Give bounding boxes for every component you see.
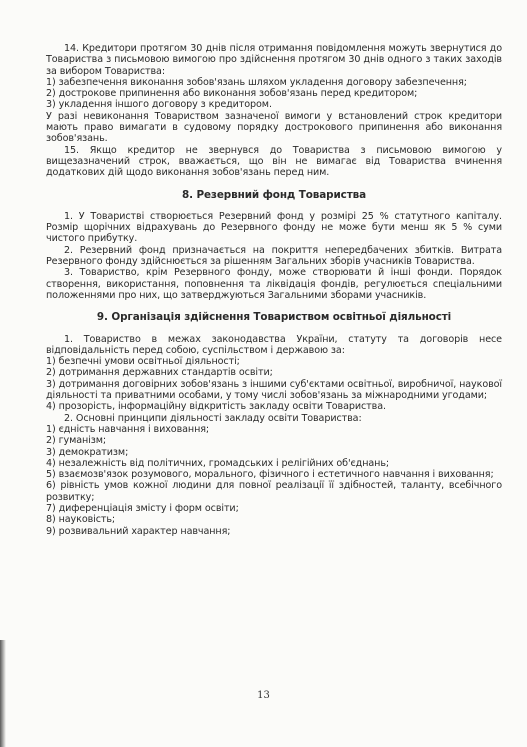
list-item: 7) диференціація змісту і форм освіти;	[46, 502, 239, 514]
list-item: 9) розвивальний характер навчання;	[46, 525, 231, 537]
paragraph: 1. Товариство в межах законодавства України, статуту та договорів несе відповідальність перед собою, суспільством і державою за:	[46, 333, 502, 356]
paragraph: 3. Товариство, крім Резервного фонду, може створювати й інші фонди. Порядок створення, використання, поповнення та ліквідація фондів, регулюється спеціальними положеннями про них, що затверджуються Загальними зборами учасників.	[46, 267, 502, 301]
paragraph: 1. У Товаристві створюється Резервний фонд у розмірі 25 % статутного капіталу. Розмір щорічних відрахувань до Резервного фонду не може бути менш як 5 % суми чистого прибутку.	[46, 210, 502, 245]
paragraph: У разі невиконання Товариством зазначеної вимоги у встановлений строк кредитори мають право вимагати в судовому порядку дострокового припинення або виконання зобов'язань.	[46, 110, 502, 145]
section-9-title: 9. Організація здійснення Товариством освітньої діяльності	[96, 311, 452, 324]
list-item: 4) незалежність від політичних, громадських і релігійних об'єднань;	[46, 457, 389, 469]
list-item: 3) укладення іншого договору з кредитором.	[46, 99, 272, 111]
list-item: 3) демократизм;	[46, 446, 129, 458]
page-number: 13	[257, 690, 270, 701]
list-item: 5) взаємозв'язок розумового, морального, фізичного і естетичного навчання і виховання;	[46, 469, 494, 481]
list-item: 4) прозорість, інформаційну відкритість закладу освіти Товариства.	[46, 401, 386, 413]
paragraph: 2. Резервний фонд призначається на покриття непередбачених збитків. Витрата Резервного фонду здійснюється за рішенням Загальних зборів учасників Товариства.	[46, 244, 502, 268]
paragraph-15: 15. Якщо кредитор не звернувся до Товариства з письмовою вимогою у вищезазначений строк, вважається, що він не вимагає від Товариства вчинення додаткових дій щодо виконання зобов'язань перед ним.	[46, 144, 502, 179]
list-item: 2) гуманізм;	[46, 435, 107, 447]
list-item: 1) єдність навчання і виховання;	[46, 423, 210, 435]
list-item: 6) рівність умов кожної людини для повної реалізації її здібностей, таланту, всебічного розвитку;	[46, 480, 502, 503]
list-item: 2) дотримання державних стандартів освіти;	[46, 367, 273, 379]
list-item: 8) науковість;	[46, 514, 116, 526]
list-item: 3) дотримання договірних зобов'язань з іншими суб'єктами освітньої, виробничої, наукової діяльності та приватними особами, у тому числі зобов'язань за міжнародними угодами;	[46, 378, 502, 402]
list-item: 1) безпечні умови освітньої діяльності;	[46, 356, 240, 368]
section-8-title: 8. Резервний фонд Товариства	[181, 188, 367, 201]
list-item: 2) дострокове припинення або виконання зобов'язань перед кредитором;	[46, 88, 418, 100]
paragraph: 2. Основні принципи діяльності закладу освіти Товариства:	[64, 412, 362, 424]
paragraph-14: 14. Кредитори протягом 30 днів після отримання повідомлення можуть звернутися до Товариства з письмовою вимогою про здійснення протягом 30 днів одного з таких заходів за вибором Товариства:	[46, 43, 502, 77]
list-item: 1) забезпечення виконання зобов'язань шляхом укладення договору забезпечення;	[46, 76, 467, 88]
document-body	[46, 43, 502, 537]
